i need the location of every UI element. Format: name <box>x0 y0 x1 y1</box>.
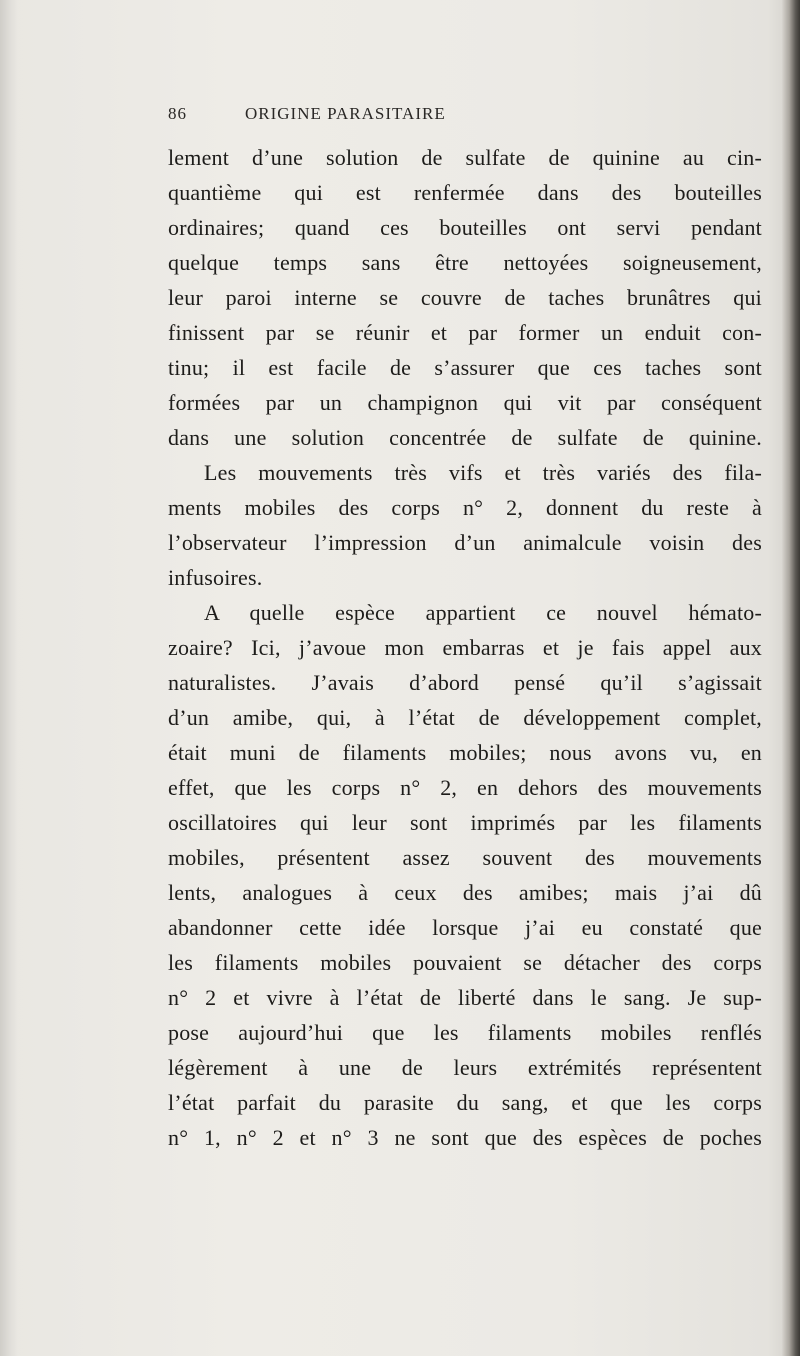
text-line: tinu; il est facile de s’assurer que ces taches sont <box>168 355 762 380</box>
text-line: d’un amibe, qui, à l’état de développement complet, <box>168 705 762 730</box>
text-line: ordinaires; quand ces bouteilles ont servi pendant <box>168 215 762 240</box>
text-line: n° 1, n° 2 et n° 3 ne sont que des espèces de poches <box>168 1125 762 1150</box>
text-line: l’observateur l’impression d’un animalcule voisin des <box>168 530 762 555</box>
text-line: était muni de filaments mobiles; nous avons vu, en <box>168 740 762 765</box>
text-line: légèrement à une de leurs extrémités représentent <box>168 1055 762 1080</box>
text-line: pose aujourd’hui que les filaments mobiles renflés <box>168 1020 762 1045</box>
text-line: effet, que les corps n° 2, en dehors des mouvements <box>168 775 762 800</box>
paragraph-end-line: infusoires. <box>168 565 263 590</box>
text-line: abandonner cette idée lorsque j’ai eu constaté que <box>168 915 762 940</box>
paragraph-start-line: A quelle espèce appartient ce nouvel hémato- <box>204 600 762 625</box>
page-left-edge <box>0 0 18 1356</box>
text-line: lement d’une solution de sulfate de quinine au cin- <box>168 145 762 170</box>
text-line: n° 2 et vivre à l’état de liberté dans le sang. Je sup- <box>168 985 762 1010</box>
text-line: dans une solution concentrée de sulfate de quinine. <box>168 425 762 450</box>
text-line: quantième qui est renfermée dans des bouteilles <box>168 180 762 205</box>
text-line: ments mobiles des corps n° 2, donnent du reste à <box>168 495 762 520</box>
text-line: naturalistes. J’avais d’abord pensé qu’il s’agissait <box>168 670 762 695</box>
paragraph-start-line: Les mouvements très vifs et très variés des fila- <box>204 460 762 485</box>
text-line: leur paroi interne se couvre de taches brunâtres qui <box>168 285 762 310</box>
text-line: l’état parfait du parasite du sang, et que les corps <box>168 1090 762 1115</box>
page-binding-edge <box>782 0 800 1356</box>
page-number: 86 <box>168 104 187 123</box>
text-line: lents, analogues à ceux des amibes; mais j’ai dû <box>168 880 762 905</box>
text-line: les filaments mobiles pouvaient se détacher des corps <box>168 950 762 975</box>
text-line: zoaire? Ici, j’avoue mon embarras et je fais appel aux <box>168 635 762 660</box>
text-line: mobiles, présentent assez souvent des mouvements <box>168 845 762 870</box>
running-title: ORIGINE PARASITAIRE <box>245 104 446 123</box>
body-text <box>168 140 762 1155</box>
text-line: oscillatoires qui leur sont imprimés par les filaments <box>168 810 762 835</box>
running-head <box>168 104 588 132</box>
text-line: formées par un champignon qui vit par conséquent <box>168 390 762 415</box>
text-line: finissent par se réunir et par former un enduit con- <box>168 320 762 345</box>
text-line: quelque temps sans être nettoyées soigneusement, <box>168 250 762 275</box>
